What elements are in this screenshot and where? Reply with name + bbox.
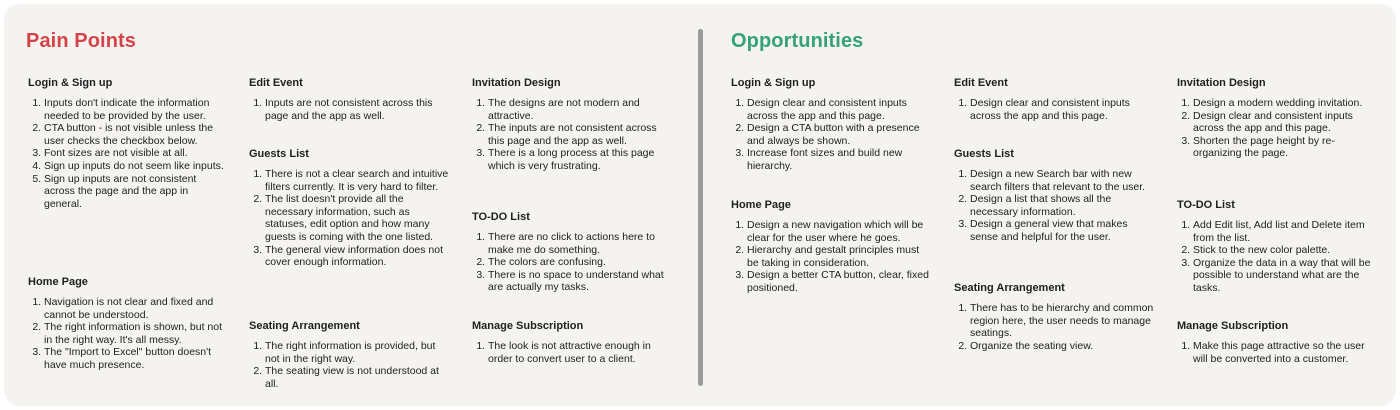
list-item: 2. The right information is shown, but not in the right way. It's all messy. xyxy=(44,321,228,346)
opp-section-seating-arrangement xyxy=(954,282,1154,352)
pain-list xyxy=(28,97,228,210)
section-title: Manage Subscription xyxy=(1177,320,1289,332)
section-title: Invitation Design xyxy=(472,77,561,89)
list-item: 3. Increase font sizes and build new hierarchy. xyxy=(747,147,931,172)
pain-list xyxy=(472,231,672,294)
list-item: 2. The inputs are not consistent across this page and the app as well. xyxy=(488,122,672,147)
section-title: Guests List xyxy=(249,148,309,160)
opp-section-invitation-design xyxy=(1177,77,1377,160)
pain-list xyxy=(472,97,672,173)
pain-list xyxy=(249,97,449,122)
pain-list xyxy=(249,168,449,269)
section-title: Seating Arrangement xyxy=(249,320,360,332)
list-item: 2. Design a list that shows all the necessary information. xyxy=(970,193,1154,218)
section-title: Home Page xyxy=(731,199,791,211)
pain-section-todo-list xyxy=(472,211,672,294)
list-item: 1. There is not a clear search and intuitive filters currently. It is very hard to filter. xyxy=(265,168,449,193)
list-item: 3. Shorten the page height by re-organizing the page. xyxy=(1193,135,1377,160)
list-item: 2. The list doesn't provide all the necessary information, such as statuses, edit option and how many guests is coming with the one listed. xyxy=(265,193,449,243)
list-item: 3. The general view information does not cover enough information. xyxy=(265,244,449,269)
list-item: 1. Design a new navigation which will be clear for the user where he goes. xyxy=(747,219,931,244)
section-title: Guests List xyxy=(954,148,1014,160)
pain-section-login-signup xyxy=(28,77,228,210)
section-title: TO-DO List xyxy=(1177,199,1235,211)
list-item: 4. Sign up inputs do not seem like inputs. xyxy=(44,160,228,173)
panel-divider xyxy=(698,29,703,386)
opportunity-list xyxy=(731,97,931,173)
list-item: 1. Inputs are not consistent across this page and the app as well. xyxy=(265,97,449,122)
pain-section-edit-event xyxy=(249,77,449,122)
opp-section-guests-list xyxy=(954,148,1154,244)
opp-section-manage-subscription xyxy=(1177,320,1377,365)
opportunity-list xyxy=(1177,219,1377,295)
board-card xyxy=(4,4,1396,406)
list-item: 1. The look is not attractive enough in order to convert user to a client. xyxy=(488,340,672,365)
section-title: TO-DO List xyxy=(472,211,530,223)
section-title: Login & Sign up xyxy=(28,77,113,89)
opportunity-list xyxy=(731,219,931,295)
list-item: 2. The seating view is not understood at all. xyxy=(265,365,449,390)
list-item: 3. There is no space to understand what are actually my tasks. xyxy=(488,269,672,294)
opp-section-home-page xyxy=(731,199,931,295)
list-item: 1. There are no click to actions here to make me do something. xyxy=(488,231,672,256)
opp-section-login-signup xyxy=(731,77,931,173)
list-item: 1. Design clear and consistent inputs across the app and this page. xyxy=(970,97,1154,122)
list-item: 3. The "Import to Excel" button doesn't have much presence. xyxy=(44,346,228,371)
list-item: 1. Add Edit list, Add list and Delete item from the list. xyxy=(1193,219,1377,244)
opportunity-list xyxy=(954,168,1154,244)
list-item: 1. Inputs don't indicate the information needed to be provided by the user. xyxy=(44,97,228,122)
section-title: Seating Arrangement xyxy=(954,282,1065,294)
pain-list xyxy=(28,296,228,372)
opportunity-list xyxy=(954,97,1154,122)
list-item: 2. Stick to the new color palette. xyxy=(1193,244,1377,257)
list-item: 1. Navigation is not clear and fixed and cannot be understood. xyxy=(44,296,228,321)
opp-section-todo-list xyxy=(1177,199,1377,295)
list-item: 3. Font sizes are not visible at all. xyxy=(44,147,228,160)
section-title: Edit Event xyxy=(249,77,303,89)
list-item: 2. CTA button - is not visible unless the user checks the checkbox below. xyxy=(44,122,228,147)
list-item: 3. Design a general view that makes sense and helpful for the user. xyxy=(970,218,1154,243)
list-item: 5. Sign up inputs are not consistent across the page and the app in general. xyxy=(44,173,228,211)
list-item: 1. Design clear and consistent inputs across the app and this page. xyxy=(747,97,931,122)
list-item: 1. The designs are not modern and attractive. xyxy=(488,97,672,122)
pain-section-guests-list xyxy=(249,148,449,269)
pain-points-title: Pain Points xyxy=(26,30,137,52)
opp-section-edit-event xyxy=(954,77,1154,122)
pain-list xyxy=(472,340,672,365)
section-title: Edit Event xyxy=(954,77,1008,89)
list-item: 2. Design a CTA button with a presence and always be shown. xyxy=(747,122,931,147)
list-item: 1. The right information is provided, but not in the right way. xyxy=(265,340,449,365)
list-item: 2. The colors are confusing. xyxy=(488,256,672,269)
list-item: 3. There is a long process at this page which is very frustrating. xyxy=(488,147,672,172)
opportunity-list xyxy=(1177,340,1377,365)
list-item: 1. Design a new Search bar with new search filters that relevant to the user. xyxy=(970,168,1154,193)
list-item: 3. Organize the data in a way that will be possible to understand what are the tasks. xyxy=(1193,257,1377,295)
opportunity-list xyxy=(954,302,1154,352)
opportunity-list xyxy=(1177,97,1377,160)
opportunities-title: Opportunities xyxy=(731,30,864,52)
list-item: 2. Design clear and consistent inputs across the app and this page. xyxy=(1193,110,1377,135)
section-title: Invitation Design xyxy=(1177,77,1266,89)
list-item: 1. There has to be hierarchy and common region here, the user needs to manage seatings. xyxy=(970,302,1154,340)
list-item: 1. Design a modern wedding invitation. xyxy=(1193,97,1377,110)
list-item: 2. Organize the seating view. xyxy=(970,340,1154,353)
pain-section-home-page xyxy=(28,276,228,372)
pain-list xyxy=(249,340,449,390)
pain-section-manage-subscription xyxy=(472,320,672,365)
section-title: Login & Sign up xyxy=(731,77,816,89)
pain-section-invitation-design xyxy=(472,77,672,173)
list-item: 3. Design a better CTA button, clear, fixed positioned. xyxy=(747,269,931,294)
section-title: Manage Subscription xyxy=(472,320,584,332)
pain-section-seating-arrangement xyxy=(249,320,449,390)
list-item: 1. Make this page attractive so the user will be converted into a customer. xyxy=(1193,340,1377,365)
list-item: 2. Hierarchy and gestalt principles must be taking in consideration. xyxy=(747,244,931,269)
section-title: Home Page xyxy=(28,276,88,288)
